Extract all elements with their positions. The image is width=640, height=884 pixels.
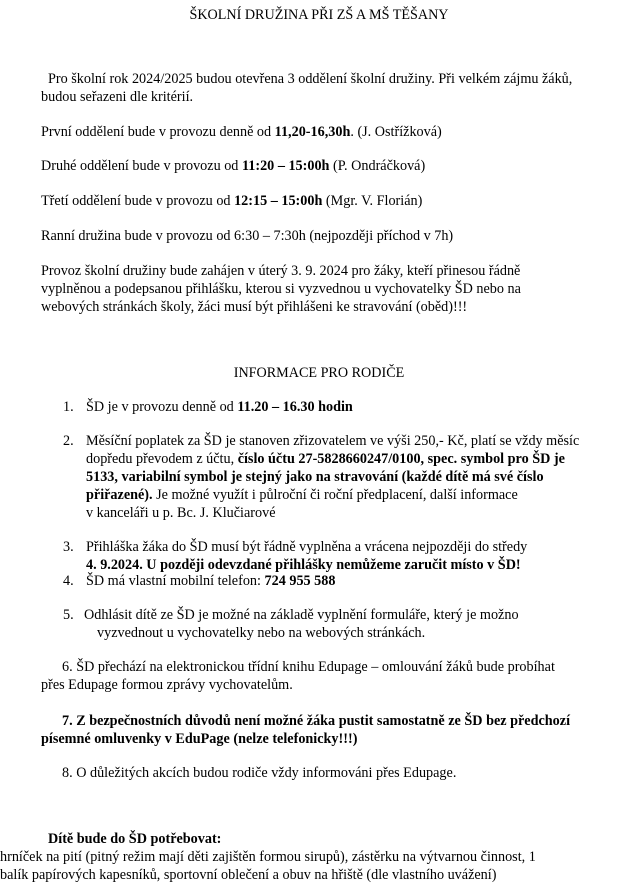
department-1 bbox=[41, 123, 442, 141]
item-2-line-4 bbox=[86, 486, 518, 504]
item-6-line-1: 6. ŠD přechází na elektronickou třídní knihu Edupage – omlouvání žáků bude probíhat bbox=[62, 659, 555, 675]
item-5-line-2: vyzvednout u vychovatelky nebo na webových stránkách. bbox=[97, 625, 426, 641]
item-5-line-1: Odhlásit dítě ze ŠD je možné na základě vyplnění formuláře, který je možno bbox=[84, 607, 519, 623]
department-1-hours: 11,20-16,30h bbox=[274, 124, 351, 140]
item-7-line-2 bbox=[41, 730, 357, 748]
department-2-teacher: (P. Ondráčková) bbox=[329, 158, 426, 174]
intro-line-2: budou seřazeni dle kritérií. bbox=[41, 89, 194, 105]
item-1-hours: 11.20 – 16.30 hodin bbox=[237, 399, 353, 415]
intro-line-1: Pro školní rok 2024/2025 budou otevřena 3 oddělení školní družiny. Při velkém zájmu žáků, bbox=[48, 71, 573, 87]
item-7-line-1 bbox=[62, 712, 570, 730]
department-3-text: Třetí oddělení bude v provozu od bbox=[41, 193, 235, 209]
department-3-teacher: (Mgr. V. Florián) bbox=[322, 193, 423, 209]
department-2-hours: 11:20 – 15:00h bbox=[241, 158, 330, 174]
item-3-line-1: Přihláška žáka do ŠD musí být řádně vyplněna a vrácena nejpozději do středy bbox=[86, 539, 528, 555]
morning-club: Ranní družina bude v provozu od 6:30 – 7:30h (nejpozději příchod v 7h) bbox=[41, 228, 454, 244]
item-2-number: 2. bbox=[63, 433, 74, 449]
item-2-line-2 bbox=[86, 450, 565, 468]
needs-line-2: balík papírových kapesníků, sportovní oblečení a obuv na hřiště (dle vlastního uvážení) bbox=[0, 867, 497, 883]
department-3-hours: 12:15 – 15:00h bbox=[234, 193, 323, 209]
department-1-teacher: . (J. Ostřížková) bbox=[350, 124, 442, 140]
department-2 bbox=[41, 157, 425, 175]
item-4-text: ŠD má vlastní mobilní telefon: bbox=[86, 573, 265, 589]
item-2-line-2-text: dopředu převodem z účtu, bbox=[86, 451, 238, 467]
item-2-line-4-text: Je možné využít i půlroční či roční předplacení, další informace bbox=[152, 487, 518, 503]
item-4 bbox=[86, 572, 335, 590]
item-4-number: 4. bbox=[63, 573, 74, 589]
start-line-2: vyplněnou a podepsanou přihlášku, kterou si vyzvednou u vychovatelky ŠD nebo na bbox=[41, 281, 521, 297]
needs-line-1: hrníček na pití (pitný režim mají děti zajištěn formou sirupů), zástěrku na výtvarnou činnost, 1 bbox=[0, 849, 536, 865]
item-1-text: ŠD je v provozu denně od bbox=[86, 399, 238, 415]
department-3 bbox=[41, 192, 422, 210]
info-heading: INFORMACE PRO RODIČE bbox=[233, 365, 405, 381]
item-2-variable-symbol: 5133, variabilní symbol je stejný jako na stravování (každé dítě má své číslo bbox=[86, 469, 544, 485]
item-2-line-1: Měsíční poplatek za ŠD je stanoven zřizovatelem ve výši 250,- Kč, platí se vždy měsíc bbox=[86, 433, 580, 449]
item-1-number: 1. bbox=[63, 399, 74, 415]
item-8: 8. O důležitých akcích budou rodiče vždy informováni přes Edupage. bbox=[62, 765, 457, 781]
item-6-line-2: přes Edupage formou zprávy vychovatelům. bbox=[41, 677, 293, 693]
item-5-number: 5. bbox=[63, 607, 74, 623]
needs-heading-text: Dítě bude do ŠD potřebovat: bbox=[48, 831, 222, 847]
item-3-deadline: 4. 9.2024. U později odevzdané přihlášky nemůžeme zaručit místo v ŠD! bbox=[86, 557, 521, 573]
department-2-text: Druhé oddělení bude v provozu od bbox=[41, 158, 242, 174]
item-4-phone: 724 955 588 bbox=[264, 573, 336, 589]
page-title: ŠKOLNÍ DRUŽINA PŘI ZŠ A MŠ TĚŠANY bbox=[189, 7, 449, 23]
item-3-number: 3. bbox=[63, 539, 74, 555]
item-2-assigned: přiřazené). bbox=[86, 487, 153, 503]
item-7-line-1-text: 7. Z bezpečnostních důvodů není možné žáka pustit samostatně ze ŠD bez předchozí bbox=[62, 713, 571, 729]
item-1 bbox=[86, 398, 353, 416]
item-2-account: číslo účtu 27-5828660247/0100, spec. symbol pro ŠD je bbox=[237, 451, 565, 467]
needs-heading bbox=[48, 830, 221, 848]
start-line-3: webových stránkách školy, žáci musí být přihlášeni ke stravování (oběd)!!! bbox=[41, 299, 468, 315]
start-line-1: Provoz školní družiny bude zahájen v úterý 3. 9. 2024 pro žáky, kteří přinesou řádně bbox=[41, 263, 521, 279]
item-2-line-5: v kanceláři u p. Bc. J. Klučiarové bbox=[86, 505, 276, 521]
item-2-line-3 bbox=[86, 468, 544, 486]
department-1-text: První oddělení bude v provozu denně od bbox=[41, 124, 275, 140]
item-7-line-2-text: písemné omluvenky v EduPage (nelze telefonicky!!!) bbox=[41, 731, 358, 747]
